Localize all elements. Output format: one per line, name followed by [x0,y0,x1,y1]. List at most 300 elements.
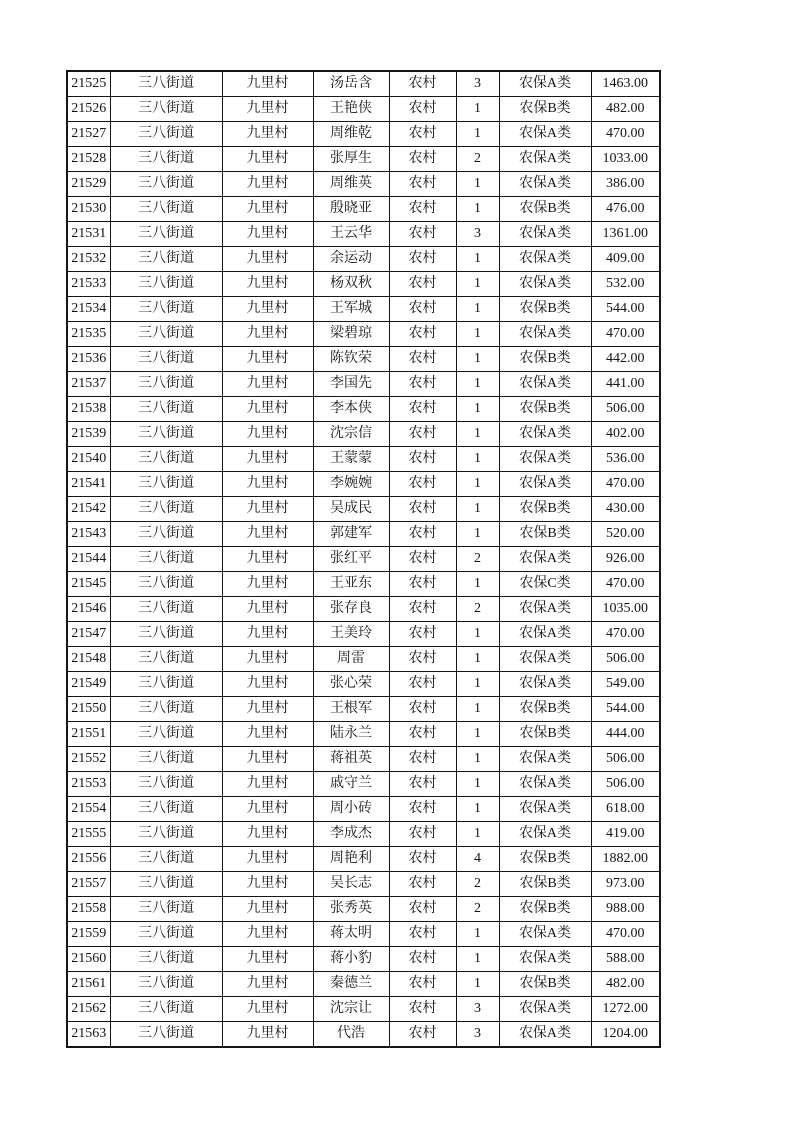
cell-person-count: 2 [456,597,499,622]
table-row [67,672,660,697]
cell-person-name: 张心荣 [313,672,389,697]
cell-insurance-category: 农保B类 [499,872,591,897]
cell-residence-type: 农村 [389,547,456,572]
cell-person-name: 余运动 [313,247,389,272]
cell-insurance-category: 农保A类 [499,71,591,97]
cell-insurance-category: 农保A类 [499,947,591,972]
cell-residence-type: 农村 [389,847,456,872]
cell-street: 三八街道 [110,1022,222,1048]
table-row [67,222,660,247]
cell-record-id: 21550 [67,697,110,722]
cell-street: 三八街道 [110,647,222,672]
table-row [67,822,660,847]
cell-record-id: 21538 [67,397,110,422]
cell-street: 三八街道 [110,297,222,322]
cell-village: 九里村 [222,222,313,247]
cell-amount: 470.00 [591,322,660,347]
table-row [67,322,660,347]
cell-person-name: 吴长志 [313,872,389,897]
cell-record-id: 21553 [67,772,110,797]
cell-village: 九里村 [222,147,313,172]
cell-street: 三八街道 [110,772,222,797]
cell-person-count: 1 [456,422,499,447]
cell-amount: 476.00 [591,197,660,222]
cell-village: 九里村 [222,822,313,847]
cell-village: 九里村 [222,247,313,272]
table-row [67,97,660,122]
cell-person-count: 1 [456,647,499,672]
cell-person-name: 郭建军 [313,522,389,547]
cell-person-count: 4 [456,847,499,872]
cell-residence-type: 农村 [389,947,456,972]
cell-record-id: 21527 [67,122,110,147]
cell-person-count: 1 [456,497,499,522]
cell-record-id: 21556 [67,847,110,872]
cell-insurance-category: 农保B类 [499,897,591,922]
cell-insurance-category: 农保B类 [499,847,591,872]
cell-insurance-category: 农保A类 [499,597,591,622]
cell-person-count: 1 [456,772,499,797]
table-row [67,572,660,597]
cell-person-count: 1 [456,947,499,972]
cell-person-name: 吴成民 [313,497,389,522]
cell-person-count: 1 [456,572,499,597]
cell-person-name: 李本侠 [313,397,389,422]
cell-amount: 419.00 [591,822,660,847]
cell-record-id: 21526 [67,97,110,122]
cell-village: 九里村 [222,372,313,397]
cell-person-count: 1 [456,672,499,697]
cell-record-id: 21560 [67,947,110,972]
cell-insurance-category: 农保B类 [499,722,591,747]
cell-amount: 544.00 [591,297,660,322]
cell-insurance-category: 农保A类 [499,122,591,147]
cell-person-count: 1 [456,372,499,397]
cell-person-count: 2 [456,147,499,172]
cell-village: 九里村 [222,622,313,647]
cell-village: 九里村 [222,597,313,622]
cell-amount: 520.00 [591,522,660,547]
cell-person-name: 王亚东 [313,572,389,597]
cell-amount: 506.00 [591,772,660,797]
cell-street: 三八街道 [110,97,222,122]
table-row [67,897,660,922]
cell-amount: 402.00 [591,422,660,447]
cell-person-name: 王云华 [313,222,389,247]
cell-residence-type: 农村 [389,922,456,947]
cell-insurance-category: 农保B类 [499,522,591,547]
cell-village: 九里村 [222,872,313,897]
cell-residence-type: 农村 [389,522,456,547]
cell-insurance-category: 农保A类 [499,672,591,697]
cell-insurance-category: 农保A类 [499,1022,591,1048]
cell-insurance-category: 农保A类 [499,547,591,572]
cell-residence-type: 农村 [389,647,456,672]
cell-village: 九里村 [222,797,313,822]
cell-record-id: 21542 [67,497,110,522]
cell-person-name: 陆永兰 [313,722,389,747]
cell-amount: 544.00 [591,697,660,722]
cell-residence-type: 农村 [389,97,456,122]
cell-residence-type: 农村 [389,447,456,472]
cell-street: 三八街道 [110,122,222,147]
table-row [67,172,660,197]
cell-person-name: 蒋太明 [313,922,389,947]
cell-record-id: 21557 [67,872,110,897]
cell-street: 三八街道 [110,822,222,847]
cell-record-id: 21552 [67,747,110,772]
table-row [67,197,660,222]
cell-record-id: 21546 [67,597,110,622]
cell-street: 三八街道 [110,322,222,347]
cell-street: 三八街道 [110,497,222,522]
cell-street: 三八街道 [110,897,222,922]
cell-person-count: 1 [456,397,499,422]
cell-residence-type: 农村 [389,822,456,847]
cell-record-id: 21558 [67,897,110,922]
cell-insurance-category: 农保A类 [499,447,591,472]
cell-record-id: 21541 [67,472,110,497]
table-row [67,622,660,647]
cell-street: 三八街道 [110,597,222,622]
cell-insurance-category: 农保A类 [499,147,591,172]
table-row [67,1022,660,1048]
cell-insurance-category: 农保B类 [499,297,591,322]
cell-insurance-category: 农保A类 [499,272,591,297]
cell-insurance-category: 农保A类 [499,322,591,347]
cell-amount: 1035.00 [591,597,660,622]
cell-person-count: 1 [456,722,499,747]
cell-record-id: 21562 [67,997,110,1022]
cell-street: 三八街道 [110,197,222,222]
cell-person-count: 2 [456,872,499,897]
cell-amount: 506.00 [591,397,660,422]
cell-amount: 470.00 [591,572,660,597]
cell-person-count: 1 [456,972,499,997]
cell-residence-type: 农村 [389,122,456,147]
cell-person-name: 戚守兰 [313,772,389,797]
table-row [67,972,660,997]
cell-amount: 506.00 [591,647,660,672]
cell-street: 三八街道 [110,147,222,172]
cell-amount: 973.00 [591,872,660,897]
cell-insurance-category: 农保C类 [499,572,591,597]
cell-record-id: 21555 [67,822,110,847]
cell-amount: 482.00 [591,972,660,997]
cell-record-id: 21549 [67,672,110,697]
cell-amount: 536.00 [591,447,660,472]
cell-insurance-category: 农保A类 [499,247,591,272]
table-row [67,747,660,772]
cell-insurance-category: 农保A类 [499,822,591,847]
cell-residence-type: 农村 [389,722,456,747]
table-row [67,522,660,547]
cell-street: 三八街道 [110,522,222,547]
cell-amount: 549.00 [591,672,660,697]
cell-amount: 588.00 [591,947,660,972]
cell-record-id: 21528 [67,147,110,172]
cell-street: 三八街道 [110,872,222,897]
cell-person-count: 1 [456,247,499,272]
cell-person-name: 李婉婉 [313,472,389,497]
rural-insurance-table [66,70,661,1048]
cell-residence-type: 农村 [389,672,456,697]
cell-person-count: 1 [456,747,499,772]
cell-record-id: 21544 [67,547,110,572]
cell-record-id: 21554 [67,797,110,822]
cell-residence-type: 农村 [389,347,456,372]
cell-street: 三八街道 [110,672,222,697]
cell-person-name: 王美玲 [313,622,389,647]
cell-amount: 442.00 [591,347,660,372]
cell-street: 三八街道 [110,71,222,97]
table-row [67,922,660,947]
cell-amount: 482.00 [591,97,660,122]
cell-insurance-category: 农保B类 [499,97,591,122]
cell-residence-type: 农村 [389,172,456,197]
cell-village: 九里村 [222,672,313,697]
cell-amount: 409.00 [591,247,660,272]
cell-residence-type: 农村 [389,147,456,172]
cell-insurance-category: 农保A类 [499,222,591,247]
table-row [67,597,660,622]
cell-village: 九里村 [222,172,313,197]
cell-person-count: 1 [456,197,499,222]
cell-village: 九里村 [222,71,313,97]
cell-person-name: 梁碧琼 [313,322,389,347]
cell-insurance-category: 农保A类 [499,747,591,772]
cell-village: 九里村 [222,347,313,372]
cell-amount: 532.00 [591,272,660,297]
cell-person-count: 1 [456,822,499,847]
cell-village: 九里村 [222,272,313,297]
cell-street: 三八街道 [110,272,222,297]
cell-insurance-category: 农保A类 [499,472,591,497]
table-row [67,447,660,472]
cell-residence-type: 农村 [389,797,456,822]
cell-street: 三八街道 [110,222,222,247]
cell-village: 九里村 [222,997,313,1022]
table-row [67,472,660,497]
cell-record-id: 21533 [67,272,110,297]
cell-record-id: 21531 [67,222,110,247]
cell-street: 三八街道 [110,747,222,772]
cell-record-id: 21534 [67,297,110,322]
table-row [67,422,660,447]
cell-street: 三八街道 [110,372,222,397]
table-row [67,71,660,97]
cell-village: 九里村 [222,772,313,797]
cell-person-name: 李国先 [313,372,389,397]
cell-village: 九里村 [222,1022,313,1048]
cell-village: 九里村 [222,897,313,922]
cell-village: 九里村 [222,322,313,347]
cell-insurance-category: 农保B类 [499,697,591,722]
table-row [67,847,660,872]
cell-street: 三八街道 [110,847,222,872]
cell-person-name: 张秀英 [313,897,389,922]
table-row [67,147,660,172]
table-row [67,722,660,747]
cell-village: 九里村 [222,947,313,972]
cell-street: 三八街道 [110,797,222,822]
cell-residence-type: 农村 [389,397,456,422]
cell-person-count: 2 [456,547,499,572]
cell-residence-type: 农村 [389,272,456,297]
cell-insurance-category: 农保B类 [499,497,591,522]
table-row [67,247,660,272]
cell-amount: 470.00 [591,122,660,147]
cell-amount: 926.00 [591,547,660,572]
cell-person-name: 周艳利 [313,847,389,872]
table-row [67,347,660,372]
cell-village: 九里村 [222,922,313,947]
cell-street: 三八街道 [110,997,222,1022]
cell-person-name: 张红平 [313,547,389,572]
cell-person-name: 杨双秋 [313,272,389,297]
cell-record-id: 21548 [67,647,110,672]
cell-person-name: 殷晓亚 [313,197,389,222]
cell-person-count: 1 [456,522,499,547]
cell-person-name: 李成杰 [313,822,389,847]
cell-record-id: 21537 [67,372,110,397]
cell-insurance-category: 农保B类 [499,197,591,222]
cell-street: 三八街道 [110,947,222,972]
cell-residence-type: 农村 [389,197,456,222]
cell-village: 九里村 [222,472,313,497]
cell-record-id: 21545 [67,572,110,597]
cell-residence-type: 农村 [389,897,456,922]
cell-residence-type: 农村 [389,372,456,397]
cell-person-count: 1 [456,322,499,347]
cell-insurance-category: 农保A类 [499,372,591,397]
cell-person-name: 周维英 [313,172,389,197]
table-row [67,947,660,972]
cell-residence-type: 农村 [389,222,456,247]
cell-person-name: 沈宗信 [313,422,389,447]
cell-street: 三八街道 [110,347,222,372]
cell-person-count: 3 [456,71,499,97]
cell-street: 三八街道 [110,472,222,497]
cell-person-name: 张存良 [313,597,389,622]
cell-residence-type: 农村 [389,622,456,647]
cell-amount: 386.00 [591,172,660,197]
cell-record-id: 21525 [67,71,110,97]
cell-person-count: 1 [456,472,499,497]
cell-person-name: 蒋小豹 [313,947,389,972]
cell-street: 三八街道 [110,922,222,947]
cell-amount: 1361.00 [591,222,660,247]
cell-village: 九里村 [222,497,313,522]
cell-person-count: 1 [456,922,499,947]
cell-amount: 430.00 [591,497,660,522]
cell-record-id: 21561 [67,972,110,997]
cell-person-name: 秦德兰 [313,972,389,997]
cell-amount: 506.00 [591,747,660,772]
cell-village: 九里村 [222,97,313,122]
cell-person-name: 王军城 [313,297,389,322]
cell-street: 三八街道 [110,547,222,572]
table-row [67,272,660,297]
cell-residence-type: 农村 [389,972,456,997]
cell-person-name: 陈钦荣 [313,347,389,372]
cell-village: 九里村 [222,447,313,472]
cell-person-count: 1 [456,347,499,372]
cell-amount: 1272.00 [591,997,660,1022]
cell-village: 九里村 [222,972,313,997]
cell-street: 三八街道 [110,247,222,272]
cell-amount: 1463.00 [591,71,660,97]
cell-residence-type: 农村 [389,697,456,722]
cell-person-name: 汤岳含 [313,71,389,97]
cell-person-name: 王蒙蒙 [313,447,389,472]
cell-person-name: 沈宗让 [313,997,389,1022]
cell-residence-type: 农村 [389,472,456,497]
cell-residence-type: 农村 [389,772,456,797]
cell-residence-type: 农村 [389,872,456,897]
cell-person-count: 1 [456,272,499,297]
cell-village: 九里村 [222,697,313,722]
table-row [67,647,660,672]
cell-insurance-category: 农保B类 [499,972,591,997]
cell-village: 九里村 [222,197,313,222]
cell-person-name: 蒋祖英 [313,747,389,772]
cell-person-count: 1 [456,447,499,472]
cell-village: 九里村 [222,847,313,872]
cell-record-id: 21547 [67,622,110,647]
cell-person-count: 3 [456,222,499,247]
cell-residence-type: 农村 [389,597,456,622]
cell-residence-type: 农村 [389,997,456,1022]
table-row [67,772,660,797]
cell-record-id: 21532 [67,247,110,272]
cell-person-count: 1 [456,172,499,197]
table-row [67,997,660,1022]
table-row [67,872,660,897]
cell-street: 三八街道 [110,397,222,422]
cell-street: 三八街道 [110,447,222,472]
cell-residence-type: 农村 [389,247,456,272]
cell-residence-type: 农村 [389,322,456,347]
cell-record-id: 21530 [67,197,110,222]
cell-amount: 988.00 [591,897,660,922]
cell-amount: 1033.00 [591,147,660,172]
cell-village: 九里村 [222,572,313,597]
cell-residence-type: 农村 [389,497,456,522]
cell-village: 九里村 [222,547,313,572]
cell-record-id: 21536 [67,347,110,372]
cell-insurance-category: 农保A类 [499,997,591,1022]
cell-amount: 1882.00 [591,847,660,872]
cell-residence-type: 农村 [389,297,456,322]
cell-insurance-category: 农保A类 [499,647,591,672]
cell-street: 三八街道 [110,172,222,197]
cell-person-count: 3 [456,1022,499,1048]
cell-street: 三八街道 [110,422,222,447]
table-row [67,497,660,522]
cell-amount: 444.00 [591,722,660,747]
table-row [67,122,660,147]
cell-person-name: 代浩 [313,1022,389,1048]
cell-village: 九里村 [222,647,313,672]
cell-record-id: 21529 [67,172,110,197]
cell-village: 九里村 [222,397,313,422]
cell-village: 九里村 [222,747,313,772]
cell-amount: 470.00 [591,472,660,497]
cell-person-count: 1 [456,122,499,147]
cell-person-count: 1 [456,797,499,822]
cell-insurance-category: 农保A类 [499,422,591,447]
